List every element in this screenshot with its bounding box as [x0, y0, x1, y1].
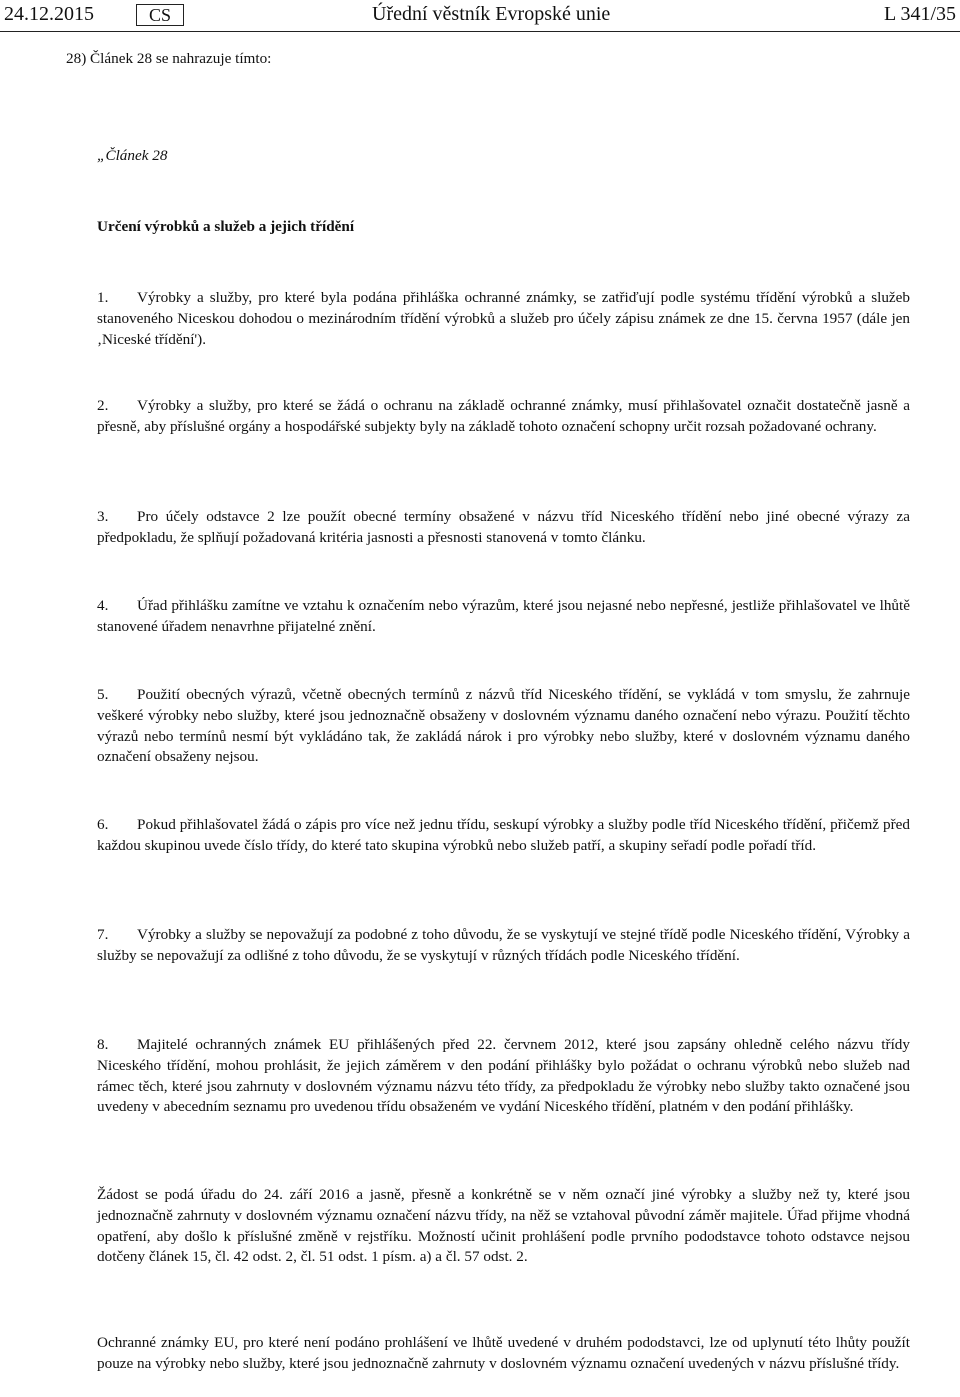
paragraph-text: Výrobky a služby se nepovažují za podobné z toho důvodu, že se vyskytují ve stejné třídě podle Niceského třídění, Výrobky a služby se nepovažují za odlišné z toho důvodu, že se vyskytují v různých třídách podle Niceského třídění. — [97, 926, 910, 964]
paragraph-1 — [97, 288, 910, 350]
paragraph-text: Pokud přihlašovatel žádá o zápis pro více než jednu třídu, seskupí výrobky a služby podle tříd Niceského třídění, přičemž před každou skupinou uvede číslo třídy, do které tato skupina výrobků nebo služeb patří, a skupiny seřadí podle pořadí tříd. — [97, 816, 910, 854]
paragraph-number: 4. — [97, 597, 109, 614]
article-title: Určení výrobků a služeb a jejich třídění — [97, 218, 355, 235]
paragraph-8-subparagraph-2 — [97, 1185, 910, 1268]
paragraph-number: 7. — [97, 926, 109, 943]
paragraph-text: Úřad přihlášku zamítne ve vztahu k označením nebo výrazům, které jsou nejasné nebo nepřesné, jestliže přihlašovatel ve lhůtě stanovené úřadem nenavrhne přijatelné znění. — [97, 597, 910, 635]
paragraph-text: Použití obecných výrazů, včetně obecných termínů z názvů tříd Niceského třídění, se vykládá v tom smyslu, že zahrnuje veškeré výrobky nebo služby, které jsou jednoznačně obsaženy v doslovném významu daného označení nebo výrazu. Použití těchto výrazů nebo termínů nesmí být vykládáno tak, že zakládá nárok i pro výrobky nebo služby, které v doslovném významu daného označení obsaženy nejsou. — [97, 686, 910, 766]
header-divider — [0, 31, 960, 32]
paragraph-text: Výrobky a služby, pro které byla podána přihláška ochranné známky, se zatřiďují podle systému třídění výrobků a služeb stanoveného Niceskou dohodou o mezinárodním třídění výrobků a služeb pro účely zápisu známek ze dne 15. června 1957 (dále jen ‚Niceské třídění'). — [97, 289, 910, 348]
paragraph-4 — [97, 596, 910, 638]
paragraph-text: Výrobky a služby, pro které se žádá o ochranu na základě ochranné známky, musí přihlašovatel označit dostatečně jasně a přesně, aby příslušné orgány a hospodářské subjekty byly na základě tohoto označení schopny určit rozsah požadované ochrany. — [97, 397, 910, 435]
paragraph-number: 2. — [97, 397, 109, 414]
language-badge: CS — [136, 4, 184, 26]
paragraph-number: 6. — [97, 816, 109, 833]
paragraph-5 — [97, 685, 910, 768]
paragraph-6 — [97, 815, 910, 857]
publication-date: 24.12.2015 — [4, 3, 94, 25]
paragraph-number: 1. — [97, 289, 109, 306]
amendment-intro: 28) Článek 28 se nahrazuje tímto: — [66, 50, 272, 67]
paragraph-2 — [97, 396, 910, 438]
paragraph-text: Žádost se podá úřadu do 24. září 2016 a jasně, přesně a konkrétně se v něm označí jiné výrobky a služby než ty, které jsou jednoznačně zahrnuty v doslovném významu označení názvu třídy, na něž se vztahoval původní záměr majitele. Úřad přijme vhodná opatření, aby došlo k příslušné změně v rejstříku. Možností učinit prohlášení podle prvního pododstavce tohoto odstavce nejsou dotčeny článek 15, čl. 42 odst. 2, čl. 51 odst. 1 písm. a) a čl. 57 odst. 2. — [97, 1186, 910, 1266]
paragraph-3 — [97, 507, 910, 549]
paragraph-7 — [97, 925, 910, 967]
paragraph-number: 8. — [97, 1036, 109, 1053]
page-header — [0, 0, 960, 32]
page-reference: L 341/35 — [883, 3, 956, 25]
journal-title: Úřední věstník Evropské unie — [372, 3, 611, 25]
paragraph-number: 3. — [97, 508, 109, 525]
paragraph-number: 5. — [97, 686, 109, 703]
paragraph-text: Pro účely odstavce 2 lze použít obecné termíny obsažené v názvu tříd Niceského třídění nebo jiné obecné výrazy za předpokladu, že splňují požadovaná kritéria jasnosti a přesnosti stanovená v tomto článku. — [97, 508, 910, 546]
paragraph-8 — [97, 1035, 910, 1118]
article-reference: „Článek 28 — [97, 147, 168, 164]
paragraph-text: Majitelé ochranných známek EU přihlášených před 22. červnem 2012, které jsou zapsány ohledně celého názvu třídy Niceského třídění, mohou prohlásit, že jejich záměrem v den podání přihlášky bylo požádat o ochranu výrobků nebo služeb nad rámec těch, které jsou zahrnuty v doslovném významu názvu této třídy, za předpokladu že výrobky nebo služby takto označené jsou uvedeny v abecedním seznamu pro uvedenou třídu obsaženém ve vydání Niceského třídění, platném v den podání přihlášky. — [97, 1036, 910, 1116]
paragraph-text: Ochranné známky EU, pro které není podáno prohlášení ve lhůtě uvedené v druhém pododstavci, lze od uplynutí této lhůty použít pouze na výrobky nebo služby, které jsou jednoznačně zahrnuty v doslovném významu označení uvedených v názvu příslušné třídy. — [97, 1334, 910, 1372]
paragraph-8-subparagraph-3 — [97, 1333, 910, 1375]
